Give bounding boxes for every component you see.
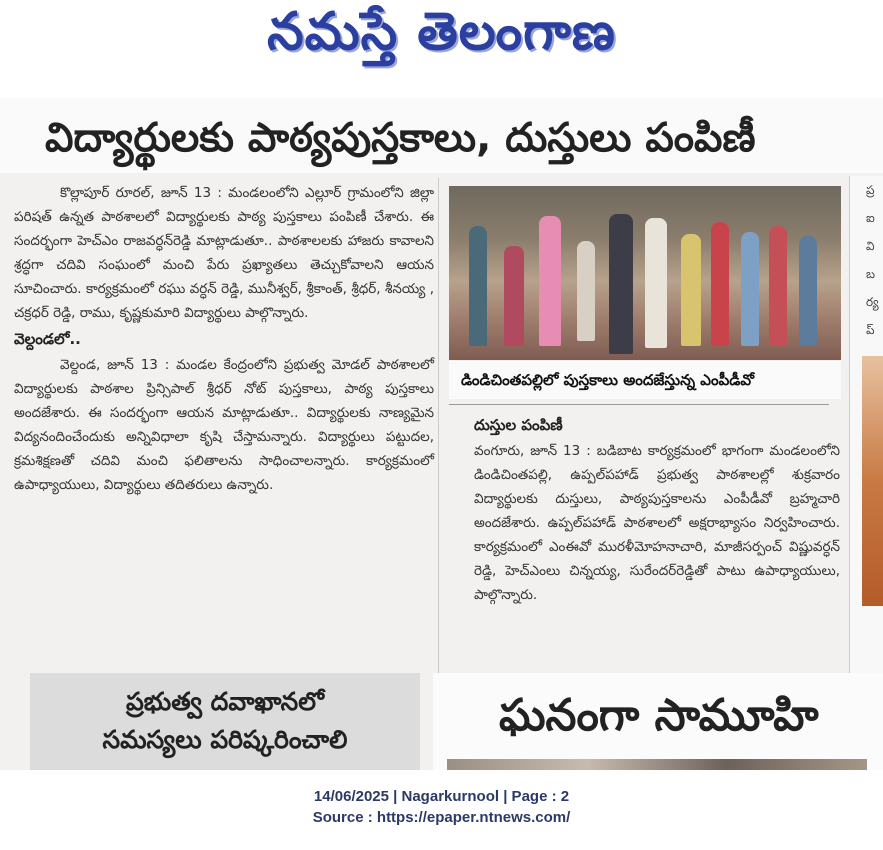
adjacent-text-fragment: ప్	[866, 323, 875, 337]
photo-caption: డిండిచింతపల్లిలో పుస్తకాలు అందజేస్తున్న ఎంపీడీవో	[449, 361, 841, 399]
adjacent-text-fragment: ప్ర	[866, 183, 875, 197]
headline-line: సమస్యలు పరిష్కరించాలి	[102, 725, 348, 754]
paragraph-veldanda: వెల్దండ, జూన్ 13 : మండల కేంద్రంలోని ప్రభుత్వ మోడల్ పాఠశాలలో విద్యార్థులకు పాఠశాల ప్రిన్సిపాల్ శ్రీధర్ నోట్ పుస్తకాలు, పాఠ్య పుస్తకాలు అందజేశారు. ఈ సందర్భంగా ఆయన మాట్లాడుతూ.. విద్యార్థులకు నాణ్యమైన విద్యనందించేందుకు అన్నివిధాలా కృషి చేస్తామన్నారు. విద్యార్థులు పట్టుదల, క్రమశిక్షణతో చదివి మంచి ఫలితాలను సాధించాలన్నారు. కార్యక్రమంలో ఉపాధ్యాయులు, విద్యార్థులు తదితరులు ఉన్నారు.	[14, 357, 434, 493]
article-column-right	[474, 411, 840, 607]
bottom-right-photo	[447, 759, 867, 770]
article-headline: విద్యార్థులకు పాఠ్యపుస్తకాలు, దుస్తులు పంపిణీ	[0, 98, 883, 173]
footer-date-edition: 14/06/2025 | Nagarkurnool | Page : 2	[313, 788, 570, 805]
paragraph-vanguru: వంగూరు, జూన్ 13 : బడిబాట కార్యక్రమంలో భాగంగా మండలంలోని డిండిచింతపల్లి, ఉప్పల్‌పహాడ్ ప్రభుత్వ పాఠశాలల్లో శుక్రవారం విద్యార్థులకు దుస్తులు, పాఠ్యపుస్తకాలను ఎంపీడీవో బ్రహ్మచారి అందజేశారు. ఉప్పల్‌పహాడ్ పాఠశాలలో అక్షరాభ్యాసం నిర్వహించారు. కార్యక్రమంలో ఎంఈవో మురళీమోహనాచారి, మాజీసర్పంచ్ విష్ణువర్ధన్ రెడ్డి, హెచ్ఎంలు చిన్నయ్య, సురేందర్‌రెడ్డితో పాటు ఉపాధ్యాయులు, పాల్గొన్నారు.	[474, 443, 840, 603]
bottom-right-headline: ఘనంగా సామూహి	[499, 690, 819, 741]
bottom-left-headline	[30, 673, 420, 770]
masthead-title: నమస్తే తెలంగాణ	[267, 2, 616, 62]
bottom-right-article	[433, 673, 883, 770]
adjacent-text-fragment: వి	[866, 239, 875, 253]
adjacent-text-fragment: ర్య	[866, 295, 879, 309]
headline-line: ప్రభుత్వ దవాఖానలో	[126, 687, 324, 716]
column-divider	[438, 178, 439, 688]
adjacent-text-fragment: బ	[866, 267, 876, 281]
article-photo	[449, 186, 841, 360]
adjacent-photo	[862, 356, 883, 606]
subheading-clothes-distribution: దుస్తుల పంపిణీ	[474, 416, 563, 434]
article-column-left	[14, 181, 434, 497]
page-footer	[0, 786, 883, 828]
article-clipping	[0, 98, 883, 770]
newspaper-masthead	[0, 0, 883, 78]
adjacent-text-fragment: ఐ	[866, 211, 875, 225]
footer-source-link[interactable]: Source : https://epaper.ntnews.com/	[312, 809, 571, 826]
subheading-veldanda: వెల్దండలో..	[14, 330, 81, 348]
caption-rule	[449, 404, 829, 405]
paragraph-kollapur: కొల్లాపూర్ రూరల్, జూన్ 13 : మండలంలోని ఎల్లూర్ గ్రామంలోని జిల్లా పరిషత్ ఉన్నత పాఠశాలలో విద్యార్థులకు పాఠ్య పుస్తకాలు పంపిణీ చేశారు. ఈ సందర్భంగా హెచ్ఎం రాజవర్ధన్‌రెడ్డి మాట్లాడుతూ.. పాఠశాలలకు హాజరు కావాలని శ్రద్ధగా చదివి సంఘంలో మంచి పేరు ప్రఖ్యాతలు తెచ్చుకోవాలని ఆయన సూచించారు. కార్యక్రమంలో రఘు వర్ధన్ రెడ్డి, మునీశ్వర్, శ్రీకాంత్, శ్రీధర్, శీనయ్య , చక్రధర్ రెడ్డి, రాము, కృష్ణకుమారి విద్యార్థులు పాల్గొన్నారు.	[14, 185, 434, 321]
